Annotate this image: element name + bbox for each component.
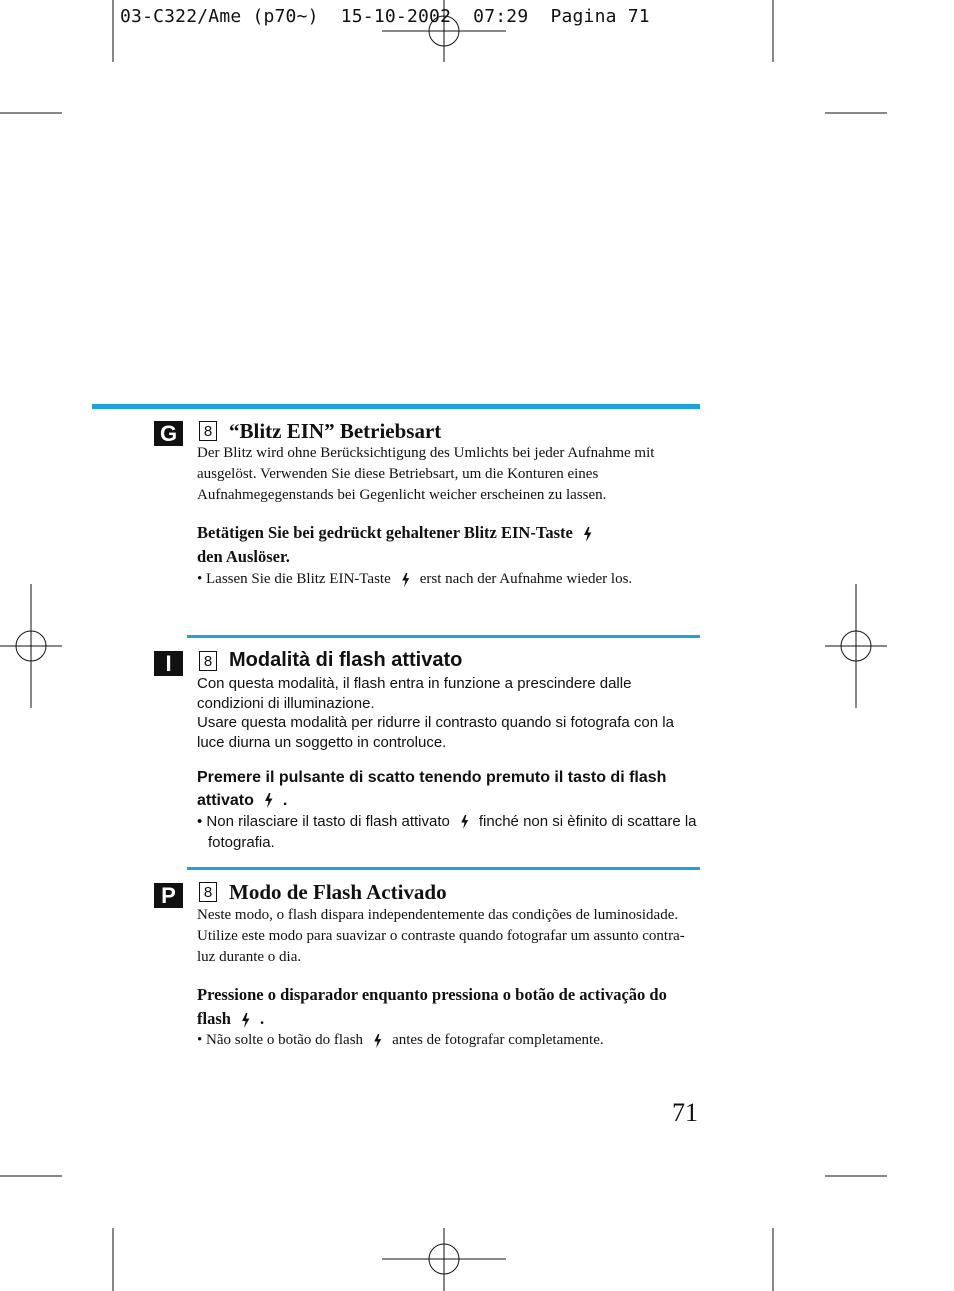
instruction-text-end: . (259, 1009, 265, 1028)
section-divider (187, 635, 700, 638)
flash-bolt-icon (373, 1034, 382, 1048)
flash-bolt-icon (264, 793, 273, 808)
note-text: • Não solte o botão do flash (197, 1032, 364, 1048)
language-badge-portuguese: P (154, 883, 183, 908)
instruction-text: Betätigen Sie bei gedrückt gehaltener Blitz EIN-Taste (197, 523, 573, 542)
section-note (197, 569, 707, 590)
section-body-paragraph-1: Con questa modalità, il flash entra in funzione a prescindere dalle condizioni di illuminazione. (197, 675, 632, 712)
section-body: Der Blitz wird ohne Berücksichtigung des Umlichts bei jeder Aufnahme mit ausgelöst. Verwenden Sie diese Betriebsart, um die Konturen eines Aufnahmegegenstands bei Gegenlicht weicher erscheinen zu lassen. (197, 445, 655, 503)
note-text-end: erst nach der Aufnahme wieder los. (419, 571, 633, 587)
instruction-text: Pressione o disparador enquanto pressiona o botão de activação do flash (197, 985, 667, 1028)
instruction-text-end: den Auslöser. (197, 547, 290, 566)
flash-bolt-icon (401, 573, 410, 587)
note-text: • Non rilasciare il tasto di flash attivato (197, 813, 450, 830)
flash-bolt-icon (583, 527, 592, 542)
step-number-badge: 8 (199, 651, 217, 671)
language-badge-german: G (154, 421, 183, 446)
section-title: Modalità di flash attivato (229, 649, 463, 671)
section-instruction (197, 521, 697, 569)
section-instruction (197, 767, 697, 812)
page-number: 71 (672, 1098, 698, 1127)
step-number-badge: 8 (199, 421, 217, 441)
note-text-end: finché non si èfinito di scattare la fotografia. (208, 813, 697, 851)
instruction-text: Premere il pulsante di scatto tenendo premuto il tasto di flash attivato (197, 769, 667, 809)
section-title: “Blitz EIN” Betriebsart (229, 419, 442, 443)
step-number-badge: 8 (199, 882, 217, 902)
section-divider (187, 867, 700, 870)
section-body-paragraph-2: Usare questa modalità per ridurre il contrasto quando si fotografa con la luce diurna un soggetto in controluce. (197, 714, 674, 751)
print-slug-header: 03-C322/Ame (p70~) 15-10-2002 07:29 Pagina 71 (120, 6, 650, 27)
section-title: Modo de Flash Activado (229, 880, 447, 904)
note-text-end: antes de fotografar completamente. (392, 1032, 604, 1048)
section-instruction (197, 983, 697, 1031)
section-body: Neste modo, o flash dispara independentemente das condições de luminosidade. Utilize este modo para suavizar o contraste quando fotografar um assunto contra-luz durante o dia. (197, 907, 685, 965)
flash-bolt-icon (460, 815, 469, 829)
section-divider-top (92, 404, 700, 409)
section-note (197, 1030, 707, 1051)
note-text: • Lassen Sie die Blitz EIN-Taste (197, 571, 391, 587)
section-note (197, 811, 708, 853)
instruction-text-end: . (282, 791, 288, 809)
language-badge-italian: I (154, 651, 183, 676)
flash-bolt-icon (241, 1013, 250, 1028)
